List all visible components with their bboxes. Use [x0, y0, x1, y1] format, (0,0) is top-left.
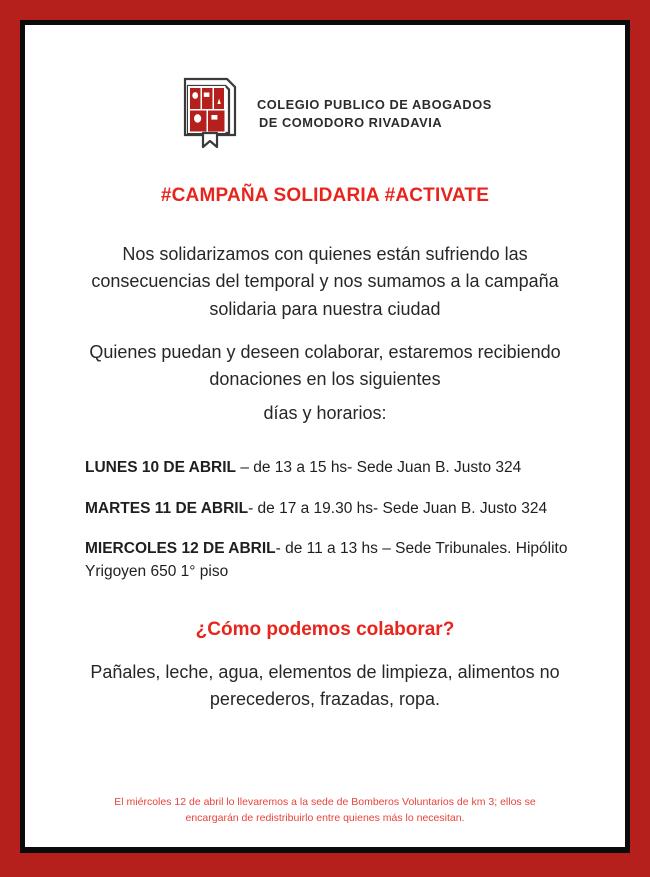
organization-name — [257, 96, 492, 132]
organization-name-line-2: DE COMODORO RIVADAVIA — [259, 115, 443, 130]
days-and-hours-label: días y horarios: — [263, 402, 387, 423]
schedule-item-tuesday-day: MARTES 11 DE ABRIL — [85, 499, 249, 517]
schedule-item-monday-day: LUNES 10 DE ABRIL — [85, 459, 237, 477]
solidarity-paragraph: Nos solidarizamos con quienes están sufriendo las consecuencias del temporal y nos sumamos a la campaña solidaria para nuestra ciudad — [91, 244, 559, 319]
schedule-item-wednesday-day: MIERCOLES 12 DE ABRIL — [85, 540, 276, 558]
brand-header — [67, 77, 583, 151]
poster-inner-border — [20, 20, 630, 853]
distribution-footnote: El miércoles 12 de abril lo llevaremos a la sede de Bomberos Voluntarios de km 3; ellos se encargarán de redistribuirlo entre quienes más lo necesitan. — [114, 795, 536, 825]
donation-schedule-list — [75, 457, 575, 583]
cpacr-logo-icon — [179, 77, 241, 151]
how-to-collaborate-heading: ¿Cómo podemos colaborar? — [195, 619, 455, 641]
campaign-headline: #CAMPAÑA SOLIDARIA #ACTIVATE — [160, 185, 490, 206]
organization-name-line-1: COLEGIO PUBLICO DE ABOGADOS — [257, 96, 492, 112]
schedule-item-monday — [85, 457, 575, 479]
donation-items-list: Pañales, leche, agua, elementos de limpieza, alimentos no perecederos, frazadas, ropa. — [90, 662, 560, 710]
schedule-item-wednesday-detail: - de 11 a 13 hs – Sede Tribunales. Hipólito Yrigoyen 650 1° piso — [85, 540, 568, 580]
collaboration-paragraph: Quienes puedan y deseen colaborar, estaremos recibiendo donaciones en los siguientes — [89, 342, 561, 390]
poster-content-sheet — [25, 25, 625, 847]
schedule-item-tuesday — [85, 498, 575, 520]
schedule-item-wednesday — [85, 538, 575, 583]
schedule-item-monday-detail: – de 13 a 15 hs- Sede Juan B. Justo 324 — [236, 459, 522, 477]
schedule-item-tuesday-detail: - de 17 a 19.30 hs- Sede Juan B. Justo 324 — [248, 499, 548, 517]
